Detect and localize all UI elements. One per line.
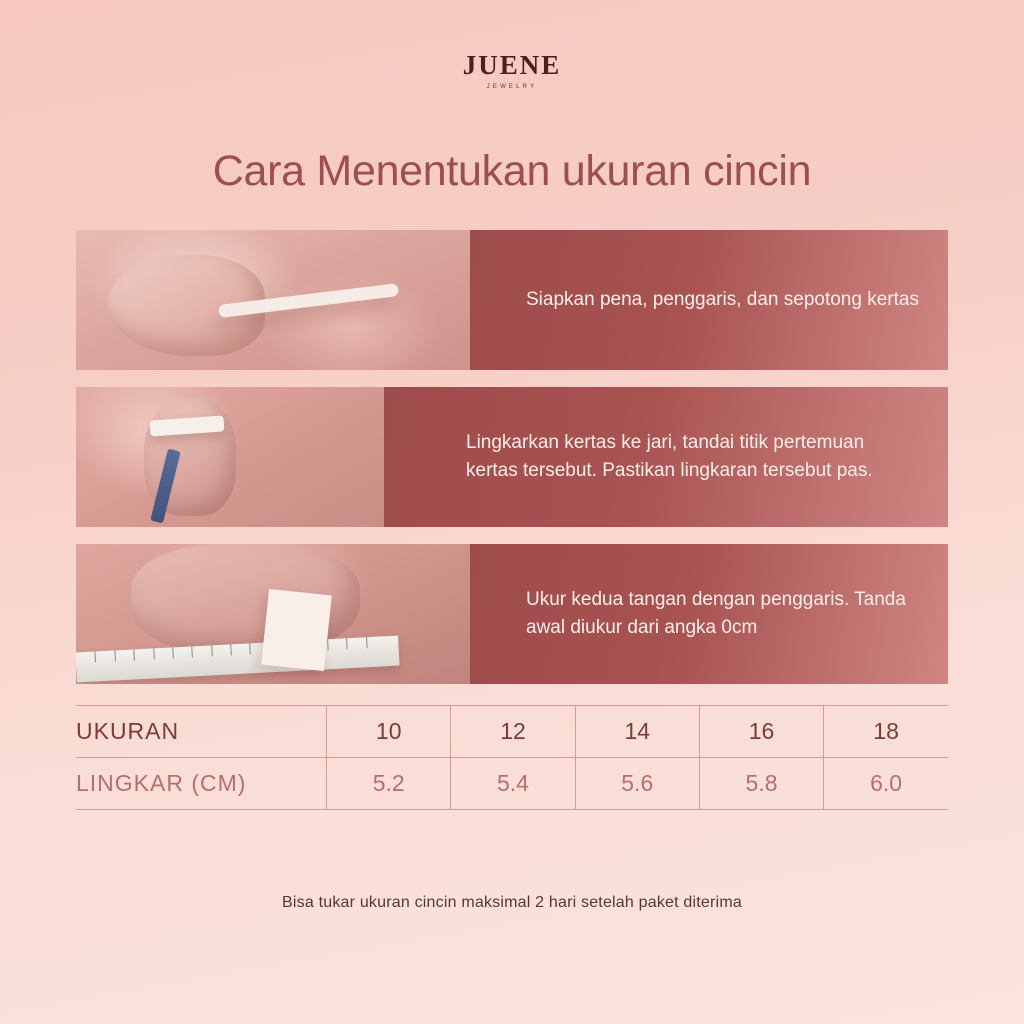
- table-cell-circ-0: 5.2: [327, 758, 451, 810]
- hand-holding-paper-icon: [76, 230, 470, 370]
- step-1-text-panel: [470, 230, 948, 370]
- footnote: Bisa tukar ukuran cincin maksimal 2 hari setelah paket diterima: [282, 894, 742, 911]
- step-3-text-panel: [470, 544, 948, 684]
- table-cell-circ-1: 5.4: [451, 758, 575, 810]
- step-2-text-panel: [384, 387, 948, 527]
- table-cell-circ-2: 5.6: [575, 758, 699, 810]
- table-cell-circ-4: 6.0: [824, 758, 948, 810]
- brand-header: [0, 0, 1024, 90]
- hands-measuring-icon: [76, 544, 470, 684]
- table-cell-circ-3: 5.8: [699, 758, 823, 810]
- table-cell-size-1: 12: [451, 706, 575, 758]
- ruler-icon: [76, 636, 400, 683]
- table-cell-size-2: 14: [575, 706, 699, 758]
- table-row: [76, 706, 948, 758]
- list-item: [76, 387, 948, 527]
- page-title: Cara Menentukan ukuran cincin: [212, 147, 812, 195]
- list-item: [76, 544, 948, 684]
- list-item: [76, 230, 948, 370]
- step-2-label: Lingkarkan kertas ke jari, tandai titik pertemuan kertas tersebut. Pastikan lingkaran tersebut pas.: [466, 431, 873, 481]
- finger-with-paper-icon: [76, 387, 384, 527]
- size-table: [76, 705, 948, 810]
- brand-name: JUENE: [462, 50, 562, 80]
- table-row-label-lingkar: LINGKAR (CM): [76, 758, 327, 810]
- table-row: [76, 758, 948, 810]
- table-cell-size-4: 18: [824, 706, 948, 758]
- pen-icon: [150, 448, 181, 523]
- step-1-photo: [76, 230, 470, 370]
- step-2-photo: [76, 387, 384, 527]
- step-3-label: Ukur kedua tangan dengan penggaris. Tanda awal diukur dari angka 0cm: [526, 588, 906, 638]
- table-cell-size-0: 10: [327, 706, 451, 758]
- paper-strip-icon: [261, 589, 332, 671]
- step-1-label: Siapkan pena, penggaris, dan sepotong kertas: [526, 288, 919, 310]
- brand-tagline: JEWELRY: [486, 84, 538, 90]
- steps-list: [76, 230, 948, 684]
- table-cell-size-3: 16: [699, 706, 823, 758]
- step-3-photo: [76, 544, 470, 684]
- table-row-label-ukuran: UKURAN: [76, 706, 327, 758]
